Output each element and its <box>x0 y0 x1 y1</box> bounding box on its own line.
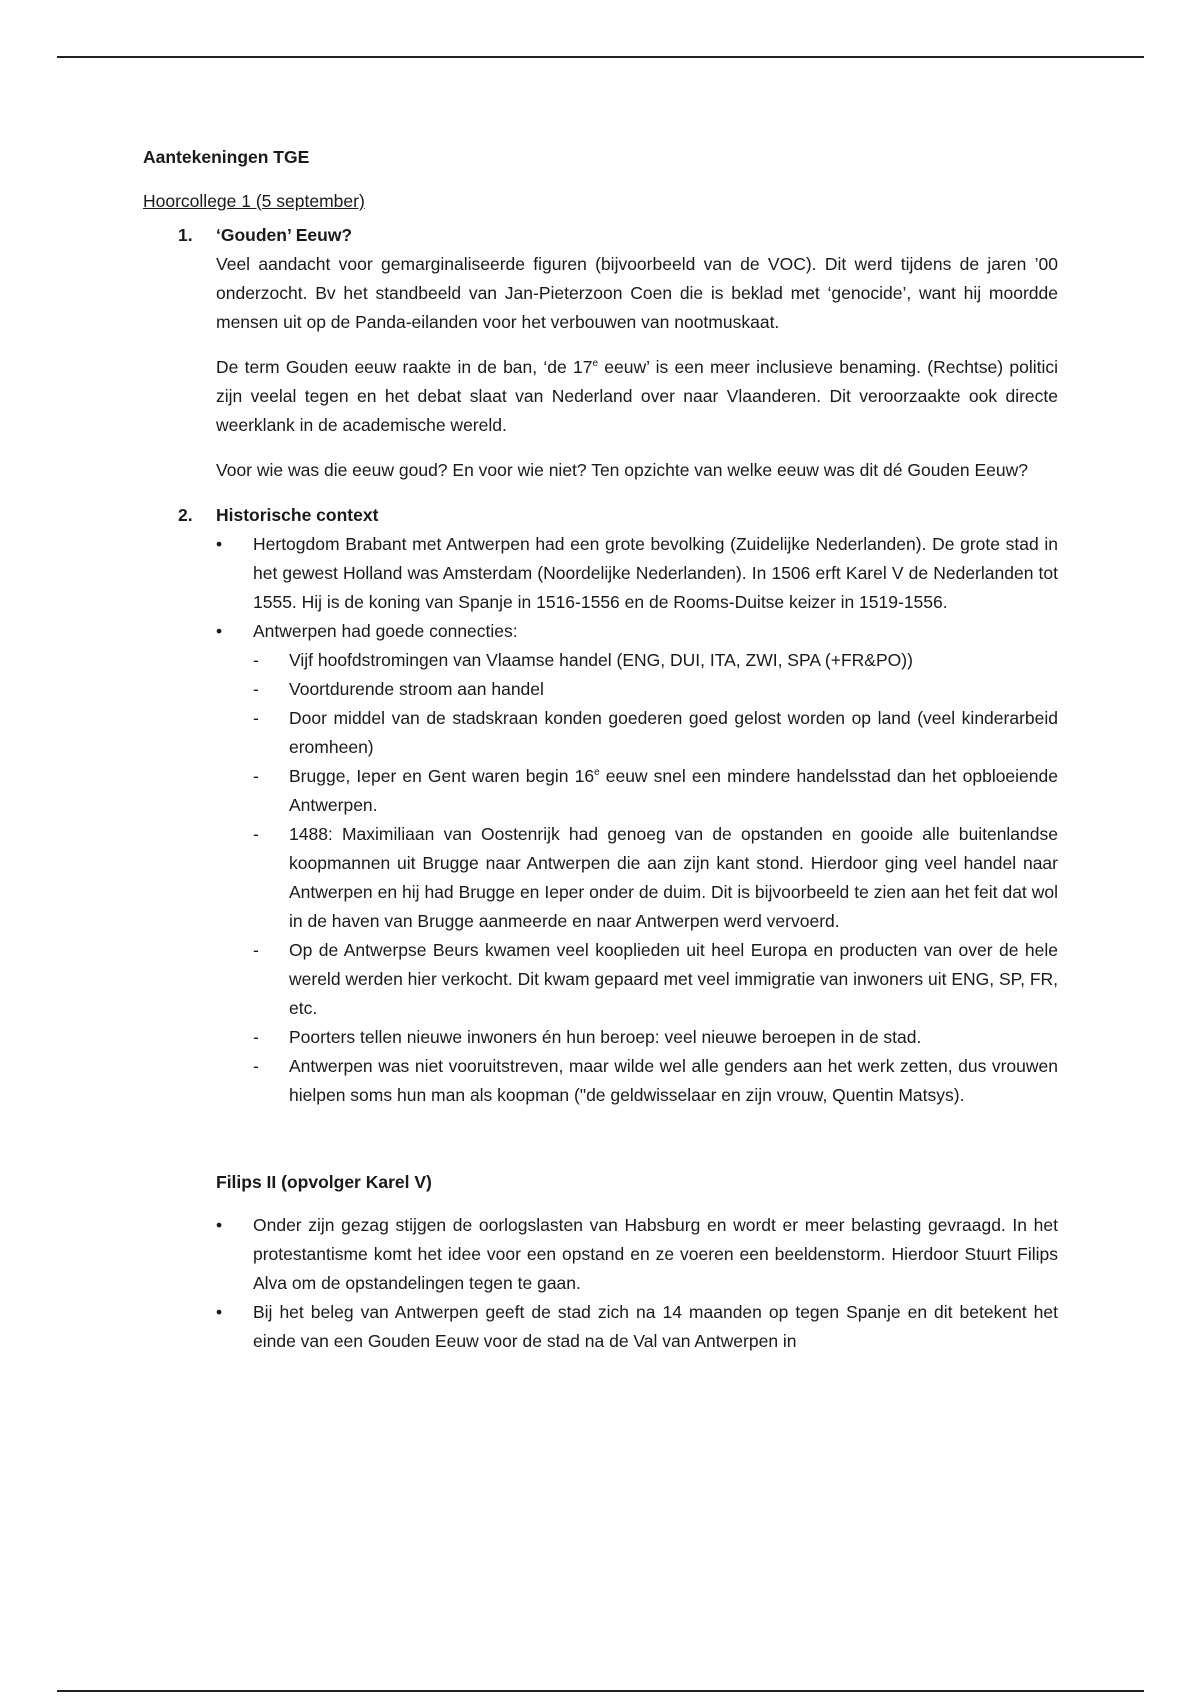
document-title: Aantekeningen TGE <box>143 147 310 167</box>
list-item: - Op de Antwerpse Beurs kwamen veel kooplieden uit heel Europa en producten van over de hele wereld werden hier verkocht. Dit kwam gepaard met veel immigratie van inwoners uit ENG, SP, FR, etc. <box>253 936 1058 1023</box>
dash-icon: - <box>253 824 259 844</box>
section-filips <box>143 1211 1058 1356</box>
list-item: - 1488: Maximiliaan van Oostenrijk had genoeg van de opstanden en gooide alle buitenlandse koopmannen uit Brugge naar Antwerpen die aan zijn kant stond. Hierdoor ging veel handel naar Antwerpen en hij had Brugge en Ieper onder de duim. Dit is bijvoorbeeld te zien aan het feit dat wol in de haven van Brugge aanmeerde en naar Antwerpen werd vervoerd. <box>253 820 1058 936</box>
top-rule <box>57 56 1144 58</box>
list-item: • Hertogdom Brabant met Antwerpen had een grote bevolking (Zuidelijke Nederlanden). De grote stad in het gewest Holland was Amsterdam (Noordelijke Nederlanden). In 1506 erft Karel V de Nederlanden tot 1555. Hij is de koning van Spanje in 1516-1556 en de Rooms-Duitse keizer in 1519-1556. <box>216 530 1058 617</box>
dash-list <box>253 646 1058 1110</box>
list-item: - Brugge, Ieper en Gent waren begin 16e eeuw snel een mindere handelsstad dan het opbloeiende Antwerpen. <box>253 762 1058 820</box>
section-historische-context <box>143 501 1058 1110</box>
section-number: 2. <box>178 505 193 525</box>
list-item: - Door middel van de stadskraan konden goederen goed gelost worden op land (veel kinderarbeid eromheen) <box>253 704 1058 762</box>
paragraph: De term Gouden eeuw raakte in de ban, ‘de 17e eeuw’ is een meer inclusieve benaming. (Rechtse) politici zijn veelal tegen en het debat slaat van Nederland over naar Vlaanderen. Dit veroorzaakte ook directe weerklank in de academische wereld. <box>216 357 1059 435</box>
dash-icon: - <box>253 679 259 699</box>
list-item: - Poorters tellen nieuwe inwoners én hun beroep: veel nieuwe beroepen in de stad. <box>253 1023 1058 1052</box>
section-heading: ‘Gouden’ Eeuw? <box>216 225 353 245</box>
list-item: - Vijf hoofdstromingen van Vlaamse handel (ENG, DUI, ITA, ZWI, SPA (+FR&PO)) <box>253 646 1058 675</box>
list-item: • Antwerpen had goede connecties: - Vijf hoofdstromingen van Vlaamse handel (ENG, DUI, ITA, ZWI, SPA (+FR&PO)) - Voortdurende stroom aan handel - Door middel van de stadskraan konden goederen goed gelost worden op land (veel kinderarbeid eromheen) - Brugge, Ieper en Gent waren begin 16e eeuw snel een mindere handelsstad dan het opbloeiende Antwerpen. - 1488: Maximiliaan van Oostenrijk had genoeg van de opstanden en gooide alle buitenlandse koopmannen uit Brugge naar Antwerpen die aan zijn kant stond. Hierdoor ging veel handel naar Antwerpen en hij had Brugge en Ieper onder de duim. Dit is bijvoorbeeld te zien aan het feit dat wol in de haven van Brugge aanmeerde en naar Antwerpen werd vervoerd. - Op de Antwerpse Beurs kwamen veel kooplieden uit heel Europa en producten van over de hele wereld werden hier verkocht. Dit kwam gepaard met veel immigratie van inwoners uit ENG, SP, FR, etc. - Poorters tellen nieuwe inwoners én hun beroep: veel nieuwe beroepen in de stad. - Antwerpen was niet vooruitstreven, maar wilde wel alle genders aan het werk zetten, dus vrouwen hielpen soms hun man als koopman ("de geldwisselaar en zijn vrouw, Quentin Matsys). <box>216 617 1058 1110</box>
lecture-subtitle: Hoorcollege 1 (5 september) <box>143 191 365 211</box>
paragraph: Veel aandacht voor gemarginaliseerde figuren (bijvoorbeeld van de VOC). Dit werd tijdens de jaren ’00 onderzocht. Bv het standbeeld van Jan-Pieterzoon Coen die is beklad met ‘genocide’, want hij moordde mensen uit op de Panda-eilanden voor het verbouwen van nootmuskaat. <box>216 254 1058 332</box>
bullet-list <box>216 1211 1058 1356</box>
dash-icon: - <box>253 708 259 728</box>
bullet-icon: • <box>216 1215 223 1235</box>
list-item: • Onder zijn gezag stijgen de oorlogslasten van Habsburg en wordt er meer belasting gevraagd. In het protestantisme komt het idee voor een opstand en ze voeren een beeldenstorm. Hierdoor Stuurt Filips Alva om de opstandelingen tegen te gaan. <box>216 1211 1058 1298</box>
document-page <box>143 143 1058 1356</box>
paragraph: Voor wie was die eeuw goud? En voor wie niet? Ten opzichte van welke eeuw was dit dé Gouden Eeuw? <box>216 460 1028 480</box>
dash-icon: - <box>253 650 259 670</box>
section-gouden-eeuw <box>143 221 1058 485</box>
section-number: 1. <box>178 225 193 245</box>
bullet-icon: • <box>216 1302 223 1322</box>
list-item: - Antwerpen was niet vooruitstreven, maar wilde wel alle genders aan het werk zetten, dus vrouwen hielpen soms hun man als koopman ("de geldwisselaar en zijn vrouw, Quentin Matsys). <box>253 1052 1058 1110</box>
section-heading: Historische context <box>216 505 379 525</box>
filips-heading: Filips II (opvolger Karel V) <box>216 1172 432 1192</box>
dash-icon: - <box>253 1027 259 1047</box>
bullet-icon: • <box>216 534 223 554</box>
list-item: - Voortdurende stroom aan handel <box>253 675 1058 704</box>
dash-icon: - <box>253 1056 259 1076</box>
dash-icon: - <box>253 940 259 960</box>
bottom-rule <box>57 1690 1144 1692</box>
dash-icon: - <box>253 766 259 786</box>
list-item: • Bij het beleg van Antwerpen geeft de stad zich na 14 maanden op tegen Spanje en dit betekent het einde van een Gouden Eeuw voor de stad na de Val van Antwerpen in <box>216 1298 1058 1356</box>
bullet-list <box>216 530 1058 1110</box>
bullet-icon: • <box>216 621 223 641</box>
